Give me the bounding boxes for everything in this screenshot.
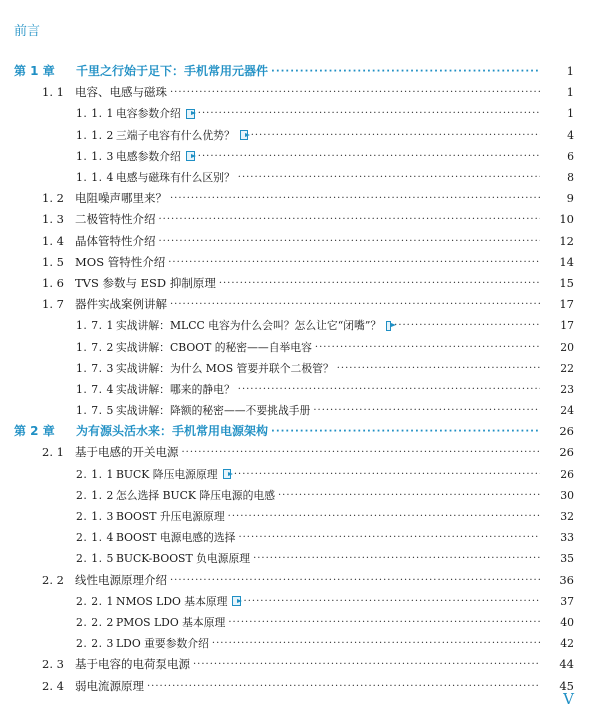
toc-entry-sub[interactable] xyxy=(0,103,602,124)
toc-entry-number: 2. 1. 4 xyxy=(76,531,114,545)
toc-entry-page-number: 17 xyxy=(559,297,574,312)
toc-entry-title: BUCK 降压电源原理 xyxy=(116,467,218,481)
toc-entry-number: 2. 3 xyxy=(42,657,64,672)
dot-leader xyxy=(193,654,540,675)
toc-entry-page-number: 1 xyxy=(566,85,574,100)
toc-entry-sub[interactable] xyxy=(0,336,602,357)
dot-leader xyxy=(271,61,540,82)
toc-entry-title: BOOST 电源电感的选择 xyxy=(116,531,236,545)
dot-leader xyxy=(170,188,540,209)
toc-entry-sub[interactable] xyxy=(0,315,602,336)
toc-entry-page-number: 35 xyxy=(560,552,574,566)
toc-entry-chapter[interactable] xyxy=(0,61,602,82)
toc-entry-section[interactable] xyxy=(0,570,602,591)
toc-entry-number: 1. 1. 3 xyxy=(76,149,114,163)
dot-leader xyxy=(253,548,540,569)
toc-entry-title: 弱电流源原理 xyxy=(75,678,144,693)
toc-entry-number: 2. 2 xyxy=(42,572,64,587)
toc-entry-page-number: 45 xyxy=(559,678,574,693)
toc-entry-section[interactable] xyxy=(0,82,602,103)
toc-entry-number: 1. 7. 3 xyxy=(76,361,114,375)
toc-entry-page-number: 1 xyxy=(567,107,574,121)
video-play-icon[interactable] xyxy=(223,469,231,479)
toc-entry-sub[interactable] xyxy=(0,358,602,379)
dot-leader xyxy=(182,442,541,463)
toc-entry-title: BUCK-BOOST 负电源原理 xyxy=(116,552,251,566)
toc-entry-section[interactable] xyxy=(0,675,602,696)
toc-entry-title: 晶体管特性介绍 xyxy=(75,233,156,248)
toc-entry-title: 千里之行始于足下：手机常用元器件 xyxy=(76,64,269,79)
video-play-icon[interactable] xyxy=(186,109,195,119)
toc-entry-page-number: 6 xyxy=(567,149,574,163)
toc-entry-page-number: 26 xyxy=(560,467,574,481)
table-of-contents xyxy=(0,61,602,697)
toc-entry-section[interactable] xyxy=(0,188,602,209)
toc-entry-page-number: 42 xyxy=(560,637,574,651)
dot-leader xyxy=(159,231,541,252)
toc-entry-page-number: 32 xyxy=(560,510,574,524)
toc-entry-page-number: 26 xyxy=(559,445,574,460)
toc-entry-title: 线性电源原理介绍 xyxy=(75,572,167,587)
toc-entry-number: 2. 1 xyxy=(42,445,64,460)
dot-leader xyxy=(238,527,540,548)
toc-entry-title: 电感参数介绍 xyxy=(116,149,181,163)
dot-leader xyxy=(315,337,540,358)
toc-entry-sub[interactable] xyxy=(0,146,602,167)
toc-entry-title: 电阻噪声哪里来？ xyxy=(75,191,167,206)
toc-entry-title: 三端子电容有什么优势？ xyxy=(116,128,235,142)
toc-entry-title: 基于电感的开关电源 xyxy=(75,445,179,460)
toc-entry-sub[interactable] xyxy=(0,506,602,527)
toc-entry-title: MOS 管特性介绍 xyxy=(75,254,166,269)
toc-entry-title: TVS 参数与 ESD 抑制原理 xyxy=(75,275,216,290)
dot-leader xyxy=(394,315,540,336)
toc-entry-number: 1. 1. 1 xyxy=(76,107,114,121)
toc-entry-title: 实战讲解：降额的秘密——不要挑战手册 xyxy=(116,404,311,418)
toc-entry-title: 器件实战案例讲解 xyxy=(75,297,167,312)
toc-entry-title: BOOST 升压电源原理 xyxy=(116,510,225,524)
toc-entry-page-number: 24 xyxy=(560,404,574,418)
dot-leader xyxy=(159,209,541,230)
toc-entry-number: 1. 5 xyxy=(42,254,64,269)
dot-leader xyxy=(251,125,540,146)
toc-entry-sub[interactable] xyxy=(0,400,602,421)
toc-entry-number: 1. 2 xyxy=(42,191,64,206)
toc-entry-sub[interactable] xyxy=(0,633,602,654)
toc-entry-sub[interactable] xyxy=(0,591,602,612)
toc-entry-page-number: 33 xyxy=(560,531,574,545)
toc-entry-number: 1. 4 xyxy=(42,233,64,248)
toc-entry-number: 1. 3 xyxy=(42,212,64,227)
dot-leader xyxy=(198,146,540,167)
toc-entry-title: NMOS LDO 基本原理 xyxy=(116,594,228,608)
dot-leader xyxy=(228,612,540,633)
toc-entry-section[interactable] xyxy=(0,294,602,315)
toc-entry-title: 电容、电感与磁珠 xyxy=(75,85,167,100)
toc-entry-number: 1. 7. 1 xyxy=(76,319,114,333)
video-play-icon[interactable] xyxy=(186,151,195,161)
toc-entry-page-number: 10 xyxy=(559,212,574,227)
toc-entry-title: 二极管特性介绍 xyxy=(75,212,156,227)
toc-entry-sub[interactable] xyxy=(0,612,602,633)
toc-entry-title: PMOS LDO 基本原理 xyxy=(116,615,226,629)
toc-entry-number: 第 2 章 xyxy=(14,424,55,439)
toc-entry-page-number: 44 xyxy=(559,657,574,672)
toc-entry-number: 1. 7. 2 xyxy=(76,340,114,354)
dot-leader xyxy=(168,252,540,273)
dot-leader xyxy=(278,485,540,506)
toc-entry-number: 1. 1. 4 xyxy=(76,171,114,185)
toc-entry-sub[interactable] xyxy=(0,125,602,146)
toc-entry-section[interactable] xyxy=(0,252,602,273)
toc-entry-page-number: 1 xyxy=(566,64,574,79)
toc-entry-page-number: 20 xyxy=(560,340,574,354)
dot-leader xyxy=(238,167,540,188)
toc-entry-title: 怎么选择 BUCK 降压电源的电感 xyxy=(116,488,275,502)
dot-leader xyxy=(219,273,540,294)
toc-entry-sub[interactable] xyxy=(0,167,602,188)
toc-entry-page-number: 9 xyxy=(566,191,574,206)
dot-leader xyxy=(147,676,540,697)
toc-entry-page-number: 15 xyxy=(559,275,574,290)
toc-entry-page-number: 40 xyxy=(560,615,574,629)
toc-entry-number: 1. 6 xyxy=(42,275,64,290)
toc-entry-title: 电感与磁珠有什么区别？ xyxy=(116,171,235,185)
toc-entry-section[interactable] xyxy=(0,209,602,230)
toc-entry-sub[interactable] xyxy=(0,527,602,548)
toc-entry-number: 2. 1. 3 xyxy=(76,510,114,524)
dot-leader xyxy=(170,82,540,103)
dot-leader xyxy=(238,379,540,400)
toc-entry-page-number: 22 xyxy=(560,361,574,375)
toc-entry-title: 实战讲解：MLCC 电容为什么会叫？怎么让它“闭嘴”？ xyxy=(116,319,382,333)
toc-entry-number: 1. 7. 4 xyxy=(76,382,114,396)
toc-entry-title: 实战讲解：哪来的静电？ xyxy=(116,382,235,396)
toc-entry-page-number: 12 xyxy=(559,233,574,248)
dot-leader xyxy=(212,633,540,654)
toc-entry-number: 2. 4 xyxy=(42,678,64,693)
dot-leader xyxy=(337,358,540,379)
toc-entry-sub[interactable] xyxy=(0,379,602,400)
toc-entry-page-number: 8 xyxy=(567,171,574,185)
dot-leader xyxy=(198,103,540,124)
toc-entry-number: 1. 7 xyxy=(42,297,64,312)
dot-leader xyxy=(271,421,540,442)
toc-entry-sub[interactable] xyxy=(0,548,602,569)
toc-entry-section[interactable] xyxy=(0,273,602,294)
toc-entry-page-number: 30 xyxy=(560,488,574,502)
dot-leader xyxy=(228,506,540,527)
dot-leader xyxy=(234,464,540,485)
toc-entry-number: 2. 2. 2 xyxy=(76,615,114,629)
toc-entry-number: 2. 1. 5 xyxy=(76,552,114,566)
toc-entry-number: 1. 1. 2 xyxy=(76,128,114,142)
toc-entry-sub[interactable] xyxy=(0,485,602,506)
video-play-icon[interactable] xyxy=(386,321,391,331)
toc-entry-title: 电容参数介绍 xyxy=(116,107,181,121)
toc-entry-page-number: 14 xyxy=(559,254,574,269)
toc-entry-page-number: 4 xyxy=(567,128,574,142)
toc-entry-number: 1. 7. 5 xyxy=(76,404,114,418)
toc-entry-number: 2. 2. 3 xyxy=(76,637,114,651)
toc-entry-number: 2. 1. 1 xyxy=(76,467,114,481)
dot-leader xyxy=(244,591,540,612)
toc-entry-page-number: 37 xyxy=(560,594,574,608)
toc-entry-number: 2. 2. 1 xyxy=(76,594,114,608)
toc-entry-section[interactable] xyxy=(0,231,602,252)
toc-entry-number: 第 1 章 xyxy=(14,64,55,79)
toc-entry-page-number: 17 xyxy=(560,319,574,333)
toc-entry-page-number: 36 xyxy=(559,572,574,587)
toc-entry-title: 实战讲解：为什么 MOS 管要并联个二极管？ xyxy=(116,361,334,375)
toc-entry-title: 基于电容的电荷泵电源 xyxy=(75,657,190,672)
dot-leader xyxy=(170,570,540,591)
toc-entry-title: 为有源头活水来：手机常用电源架构 xyxy=(76,424,269,439)
page-folio: V xyxy=(563,690,574,708)
toc-entry-chapter[interactable] xyxy=(0,421,602,442)
preface-heading[interactable]: 前言 xyxy=(14,24,41,39)
video-play-icon[interactable] xyxy=(232,596,240,606)
dot-leader xyxy=(313,400,540,421)
toc-entry-section[interactable] xyxy=(0,442,602,463)
toc-entry-page-number: 26 xyxy=(559,424,574,439)
toc-entry-title: 实战讲解：CBOOT 的秘密——自举电容 xyxy=(116,340,312,354)
toc-entry-section[interactable] xyxy=(0,654,602,675)
toc-entry-number: 1. 1 xyxy=(42,85,64,100)
toc-entry-number: 2. 1. 2 xyxy=(76,488,114,502)
toc-entry-title: LDO 重要参数介绍 xyxy=(116,637,209,651)
dot-leader xyxy=(170,294,540,315)
toc-entry-sub[interactable] xyxy=(0,464,602,485)
video-play-icon[interactable] xyxy=(240,130,248,140)
toc-entry-page-number: 23 xyxy=(560,382,574,396)
